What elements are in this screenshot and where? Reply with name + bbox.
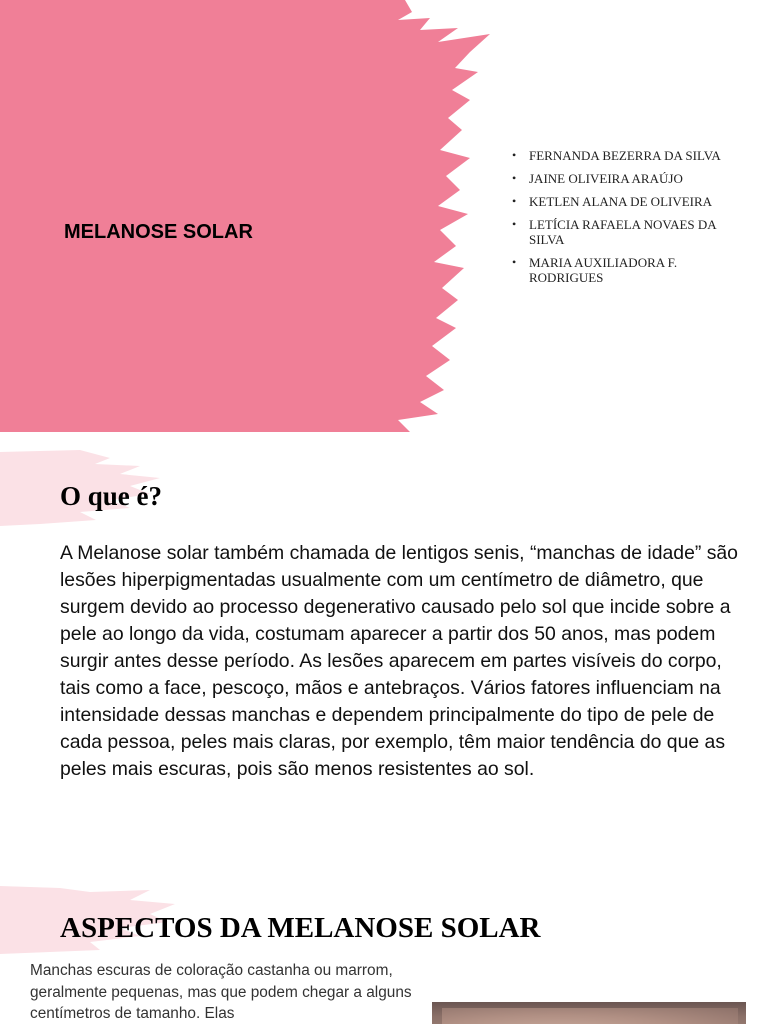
author-name: JAINE OLIVEIRA ARAÚJO xyxy=(529,171,683,186)
title-slide xyxy=(0,0,768,432)
skin-photo-detail xyxy=(442,1008,738,1024)
author-item xyxy=(512,171,752,186)
author-item xyxy=(512,148,752,163)
bullet-icon: • xyxy=(512,217,517,231)
author-name: FERNANDA BEZERRA DA SILVA xyxy=(529,148,721,163)
presentation-title: MELANOSE SOLAR xyxy=(64,221,253,243)
author-item xyxy=(512,194,752,209)
author-name: MARIA AUXILIADORA F. RODRIGUES xyxy=(529,255,678,285)
skin-photo xyxy=(432,1002,746,1024)
bullet-icon: • xyxy=(512,148,517,162)
author-item xyxy=(512,217,752,247)
section-heading: ASPECTOS DA MELANOSE SOLAR xyxy=(60,912,541,944)
bullet-icon: • xyxy=(512,171,517,185)
bullet-icon: • xyxy=(512,255,517,269)
author-item xyxy=(512,255,752,285)
author-list xyxy=(512,148,752,293)
section-paragraph: Manchas escuras de coloração castanha ou marrom, geralmente pequenas, mas que podem chegar a alguns centímetros de tamanho. Elas xyxy=(30,962,412,1022)
bullet-icon: • xyxy=(512,194,517,208)
author-name: KETLEN ALANA DE OLIVEIRA xyxy=(529,194,713,209)
section-heading: O que é? xyxy=(60,481,163,511)
section-paragraph: A Melanose solar também chamada de lentigos senis, “manchas de idade” são lesões hiperpigmentadas usualmente com um centímetro de diâmetro, que surgem devido ao processo degenerativo causado pelo sol que incide sobre a pele ao longo da vida, costumam aparecer a partir dos 50 anos, mas podem surgir antes desse período. As lesões aparecem em partes visíveis do corpo, tais como a face, pescoço, mãos e antebraços. Vários fatores influenciam na intensidade dessas manchas e dependem principalmente do tipo de pele de cada pessoa, peles mais claras, por exemplo, têm maior tendência do que as peles mais escuras, pois são menos resistentes ao sol. xyxy=(60,542,738,780)
author-name: LETÍCIA RAFAELA NOVAES DA SILVA xyxy=(529,217,716,247)
